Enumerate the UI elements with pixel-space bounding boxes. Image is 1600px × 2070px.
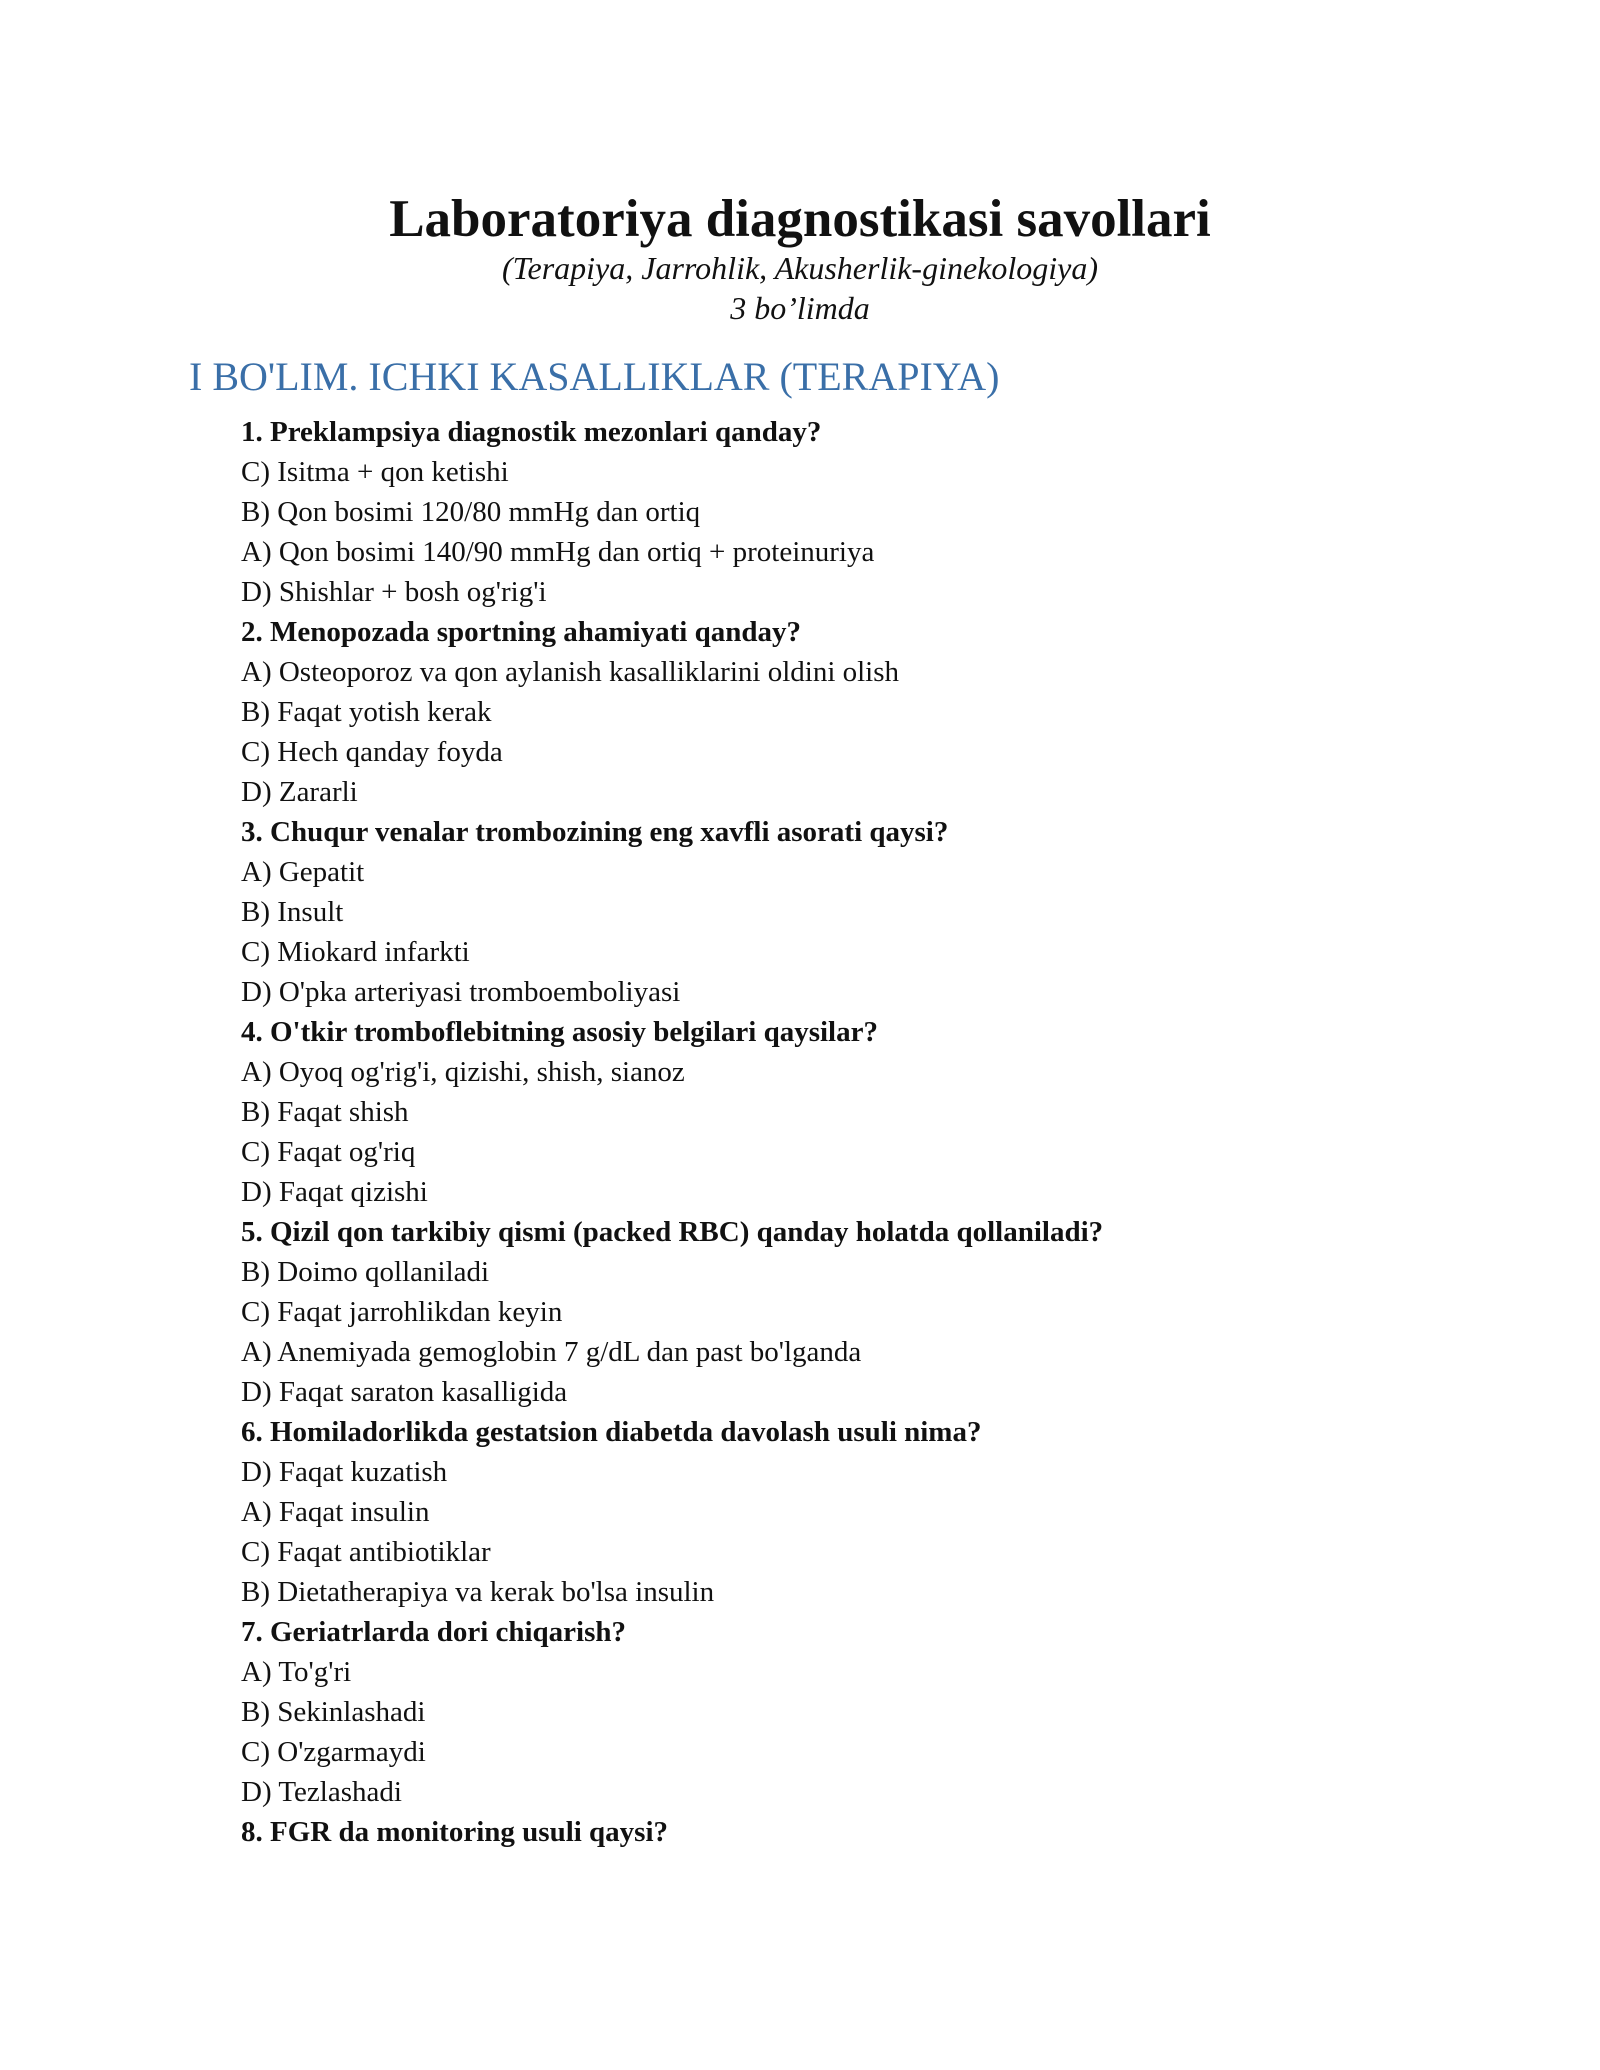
question-text: 2. Menopozada sportning ahamiyati qanday? [241,616,801,648]
answer-option: B) Faqat yotish kerak [241,696,492,728]
answer-option: C) Faqat jarrohlikdan keyin [241,1296,563,1328]
answer-option: B) Dietatherapiya va kerak bo'lsa insulin [241,1576,715,1608]
answer-option: A) Qon bosimi 140/90 mmHg dan ortiq + proteinuriya [241,536,875,568]
document-section-count: 3 bo’limda [730,290,870,326]
answer-option: B) Qon bosimi 120/80 mmHg dan ortiq [241,496,701,528]
answer-option: A) To'g'ri [241,1656,352,1688]
answer-option: D) O'pka arteriyasi tromboemboliyasi [241,976,681,1008]
answer-option: D) Faqat kuzatish [241,1456,448,1488]
question-list [241,412,1441,1852]
answer-option: A) Osteoporoz va qon aylanish kasalliklarini oldini olish [241,656,900,688]
answer-option: A) Gepatit [241,856,365,888]
answer-option: C) Isitma + qon ketishi [241,456,509,488]
answer-option: C) Miokard infarkti [241,936,470,968]
answer-option: D) Zararli [241,776,358,808]
answer-option: B) Faqat shish [241,1096,409,1128]
question-text: 7. Geriatrlarda dori chiqarish? [241,1616,627,1648]
question-text: 1. Preklampsiya diagnostik mezonlari qanday? [241,416,822,448]
answer-option: A) Oyoq og'rig'i, qizishi, shish, sianoz [241,1056,685,1088]
document-subtitle: (Terapiya, Jarrohlik, Akusherlik-ginekologiya) [501,250,1099,286]
section-heading: I BO'LIM. ICHKI KASALLIKLAR (TERAPIYA) [189,354,1000,399]
question-text: 8. FGR da monitoring usuli qaysi? [241,1816,669,1848]
answer-option: D) Shishlar + bosh og'rig'i [241,576,547,608]
answer-option: C) O'zgarmaydi [241,1736,426,1768]
answer-option: A) Anemiyada gemoglobin 7 g/dL dan past bo'lganda [241,1336,862,1368]
answer-option: C) Faqat og'riq [241,1136,416,1168]
answer-option: D) Faqat saraton kasalligida [241,1376,568,1408]
question-text: 6. Homiladorlikda gestatsion diabetda davolash usuli nima? [241,1416,982,1448]
answer-option: C) Faqat antibiotiklar [241,1536,491,1568]
answer-option: B) Sekinlashadi [241,1696,426,1728]
question-text: 5. Qizil qon tarkibiy qismi (packed RBC) qanday holatda qollaniladi? [241,1216,1104,1248]
question-text: 4. O'tkir tromboflebitning asosiy belgilari qaysilar? [241,1016,878,1048]
question-text: 3. Chuqur venalar trombozining eng xavfli asorati qaysi? [241,816,949,848]
document-title: Laboratoriya diagnostikasi savollari [389,190,1211,248]
answer-option: A) Faqat insulin [241,1496,430,1528]
answer-option: D) Tezlashadi [241,1776,402,1808]
answer-option: D) Faqat qizishi [241,1176,428,1208]
answer-option: C) Hech qanday foyda [241,736,503,768]
answer-option: B) Doimo qollaniladi [241,1256,490,1288]
answer-option: B) Insult [241,896,344,928]
